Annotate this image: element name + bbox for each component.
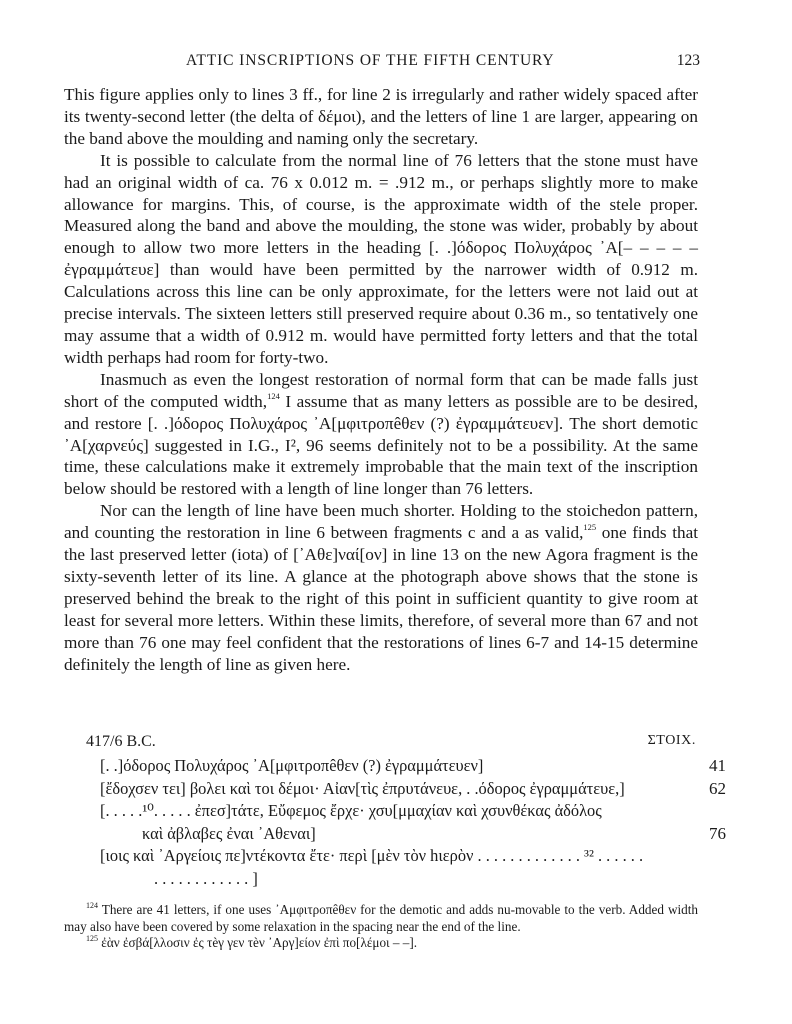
inscription-heading	[86, 733, 696, 755]
footnote-text: There are 41 letters, if one uses ᾽Αμφιτροπêθεν for the demotic and adds nu-movable to the verb. Added width may also have been covered by some relaxation in the spacing near the end of the line.	[64, 902, 699, 934]
paragraph: This figure applies only to lines 3 ff., for line 2 is irregularly and rather widely spaced after its twenty-second letter (the delta of δέμοι), and the letters of line 1 are larger, appearing on the band above the moulding and naming only the secretary.	[64, 85, 698, 148]
paragraph-text: Inasmuch as even the longest restoration of normal form that can be made falls just short of the computed width,	[64, 369, 698, 411]
footnote-text: ἐὰν ἐσβά[λλοσιν ἐς τèγ γεν τèν ᾽Αργ]είον ἐπὶ πο[λέμοι – –].	[101, 935, 418, 951]
inscription-line-text: [. . . . .¹⁰. . . . . ἐπεσ]τάτε, Εὔφεμος ἔρχε· χσυ[μμαχίαν καὶ χσυνθέκας ἀδόλος	[100, 801, 602, 820]
footnote-124	[64, 902, 698, 935]
inscription-line	[100, 779, 726, 802]
stoichedon-label: ΣΤΟΙΧ.	[647, 733, 696, 748]
inscription-line	[100, 846, 726, 869]
body-text	[64, 84, 698, 675]
inscription-line-text: καὶ ἀβλαβες ἐναι ᾽Αθεναι]	[142, 823, 316, 843]
inscription-line	[100, 869, 726, 892]
inscription-line	[100, 824, 726, 847]
paragraph-text: I assume that as many letters as possible are to be desired, and restore [. .]όδορος Πολυχάρος ᾽Α[μφιτροπêθεν (?) ἐγραμμάτευεν]. The short demotic ᾽Α[χαρνεύς] suggested in I.G., I², 96 seems definitely not to be a possibility. At the same time, these calculations make it extremely improbable that the main text of the inscription below should be restored with a length of line longer than 76 letters.	[64, 391, 698, 499]
inscription-line	[100, 756, 726, 779]
footnotes	[64, 902, 698, 952]
line-letter-count: 62	[709, 778, 726, 798]
line-letter-count: 76	[709, 823, 726, 843]
paragraph-text: one finds that the last preserved letter (iota) of [᾽Αθε]ναί[ον] in line 13 on the new Agora fragment is the sixty-seventh letter of its line. A glance at the photograph above shows that the stone is preserved behind the break to the right of this point in sufficient quantity to give room at least for several more letters. Within these limits, therefore, of several more than 67 and not more than 76 one may feel confident that the restorations of lines 6-7 and 14-15 determine definitely the length of line as given here.	[64, 523, 698, 674]
paragraph-text: Nor can the length of line have been much shorter. Holding to the stoichedon pattern, and counting the restoration in line 6 between fragments c and a as valid,	[64, 501, 698, 543]
running-head	[60, 48, 700, 74]
inscription-line-text: [ιοις καὶ ᾽Αργείοις πε]ντέκοντα ἔτε· περὶ [μὲν τὸν hιερὸν . . . . . . . . . . . . . ³² . . . . . .	[100, 846, 644, 865]
inscription-line-text: [. .]όδορος Πολυχάρος ᾽Α[μφιτροπêθεν (?) ἐγραμμάτευεν]	[100, 756, 484, 775]
footnote-ref-125[interactable]: 125	[583, 522, 597, 533]
inscription-line-text: . . . . . . . . . . . . ]	[154, 868, 258, 888]
page-number: 123	[676, 52, 700, 69]
footnote-number: 125	[86, 934, 98, 944]
inscription-line-text: [ἔδοχσεν τει] βολει καὶ τοι δέμοι· Αἰαν[τὶς ἐπρυτάνευε, . .όδορος ἐγραμμάτευε,]	[100, 778, 625, 798]
paragraph	[64, 369, 698, 500]
paragraph	[64, 500, 698, 675]
footnote-number: 124	[86, 901, 98, 910]
running-title: ATTIC INSCRIPTIONS OF THE FIFTH CENTURY	[186, 52, 555, 69]
footnote-125	[64, 935, 698, 952]
inscription-line	[100, 801, 726, 824]
inscription-date: 417/6 B.C.	[86, 733, 156, 750]
footnote-ref-124[interactable]: 124	[267, 390, 280, 401]
inscription-text	[100, 756, 726, 891]
paragraph: It is possible to calculate from the normal line of 76 letters that the stone must have had an original width of ca. 76 x 0.012 m. = .912 m., or perhaps slightly more to make allowance for margins. This, of course, is the approximate width of the stele proper. Measured along the band and above the moulding, the stone was wider, probably by about enough to allow two more letters in the heading [. .]όδορος Πολυχάρος ᾽Α[– – – – – ἐγραμμάτευε] than would have been permitted by the narrower width of 0.912 m. Calculations across this line can be only approximate, for the letters were not laid out at precise intervals. The sixteen letters still preserved require about 0.36 m., so tentatively one may assume that a width of 0.912 m. would have permitted forty letters and that the total width perhaps had room for forty-two.	[64, 150, 698, 367]
line-letter-count: 41	[709, 756, 726, 775]
